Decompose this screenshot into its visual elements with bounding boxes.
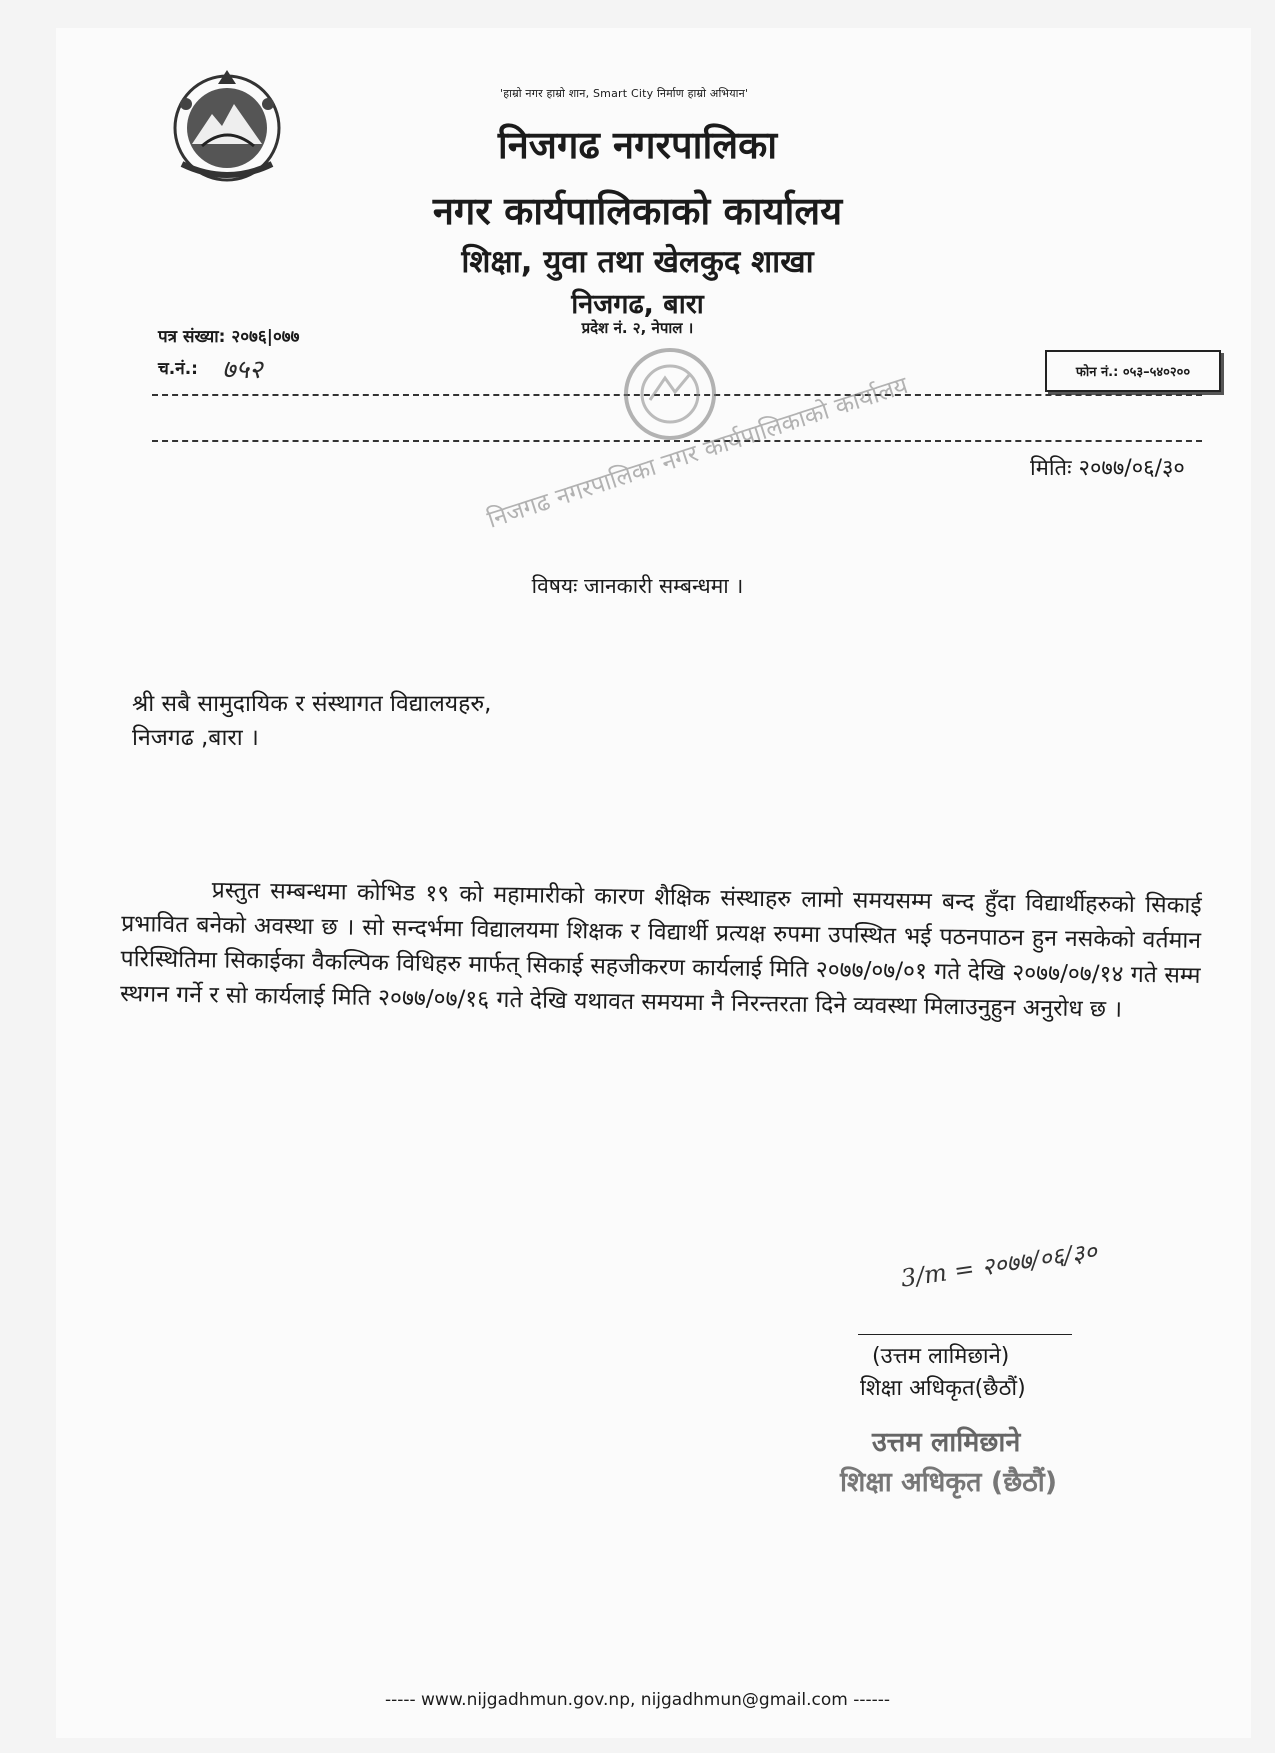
handwritten-signature: 3/m = २०७७/०६/३० [899, 1237, 1099, 1293]
signatory-name: (उत्तम लामिछाने) [872, 1344, 1010, 1369]
letter-body: प्रस्तुत सम्बन्धमा कोभिड १९ को महामारीको कारण शैक्षिक संस्थाहरु लामो समयसम्म बन्द हुँदा विद्यार्थीहरुको सिकाई प्रभावित बनेको अवस्था छ । सो सन्दर्भमा विद्यालयमा शिक्षक र विद्यार्थी प्रत्यक्ष रुपमा उपस्थित भई पठनपाठन हुन नसकेको वर्तमान परिस्थितिमा सिकाईका वैकल्पिक विधिहरु मार्फत् सिकाई सहजीकरण कार्यलाई मिति २०७७/०७/०१ गते देखि २०७७/०७/१४ गते सम्म स्थगन गर्ने र सो कार्यलाई मिति २०७७/०७/१६ गते देखि यथावत समयमा नै निरन्तरता दिने व्यवस्था मिलाउनुहुन अनुरोध छ । [119, 877, 1202, 1023]
signature-line [858, 1334, 1072, 1335]
location: निजगढ, बारा [571, 289, 704, 320]
signatory-title: शिक्षा अधिकृत(छैठौं) [860, 1376, 1026, 1401]
province: प्रदेश नं. २, नेपाल । [581, 319, 694, 337]
seal-title: शिक्षा अधिकृत (छैठौं) [840, 1467, 1058, 1498]
footer-contact: ----- www.nijgadhmun.gov.np, nijgadhmun@gmail.com ------ [384, 1690, 891, 1710]
office-name: नगर कार्यपालिकाको कार्यालय [432, 189, 843, 233]
office-stamp [483, 340, 912, 550]
subject-line: विषयः जानकारी सम्बन्धमा । [531, 574, 744, 598]
dispatch-number-value: ७५२ [222, 355, 263, 385]
letter-date: मितिः २०७७/०६/३० [1030, 456, 1185, 481]
seal-name: उत्तम लामिछाने [872, 1427, 1021, 1458]
reference-number: पत्र संख्या: २०७६|०७७ [158, 327, 300, 347]
phone-box [1045, 350, 1221, 392]
recipient-line-1: श्री सबै सामुदायिक र संस्थागत विद्यालयहरु, [132, 691, 492, 717]
section-name: शिक्षा, युवा तथा खेलकुद शाखा [461, 244, 814, 280]
recipient-line-2: निजगढ ,बारा । [132, 725, 259, 751]
dispatch-number-label: च.नं.: [158, 359, 198, 379]
stamp-text: निजगढ नगरपालिका नगर कार्यपालिकाको कार्यालय [483, 371, 912, 534]
tagline: 'हाम्रो नगर हाम्रो शान, Smart City निर्माण हाम्रो अभियान' [500, 87, 749, 100]
municipality-name: निजगढ नगरपालिका [497, 123, 778, 167]
phone-number: फोन नं.: ०५३–५४०२०० [1075, 365, 1191, 380]
